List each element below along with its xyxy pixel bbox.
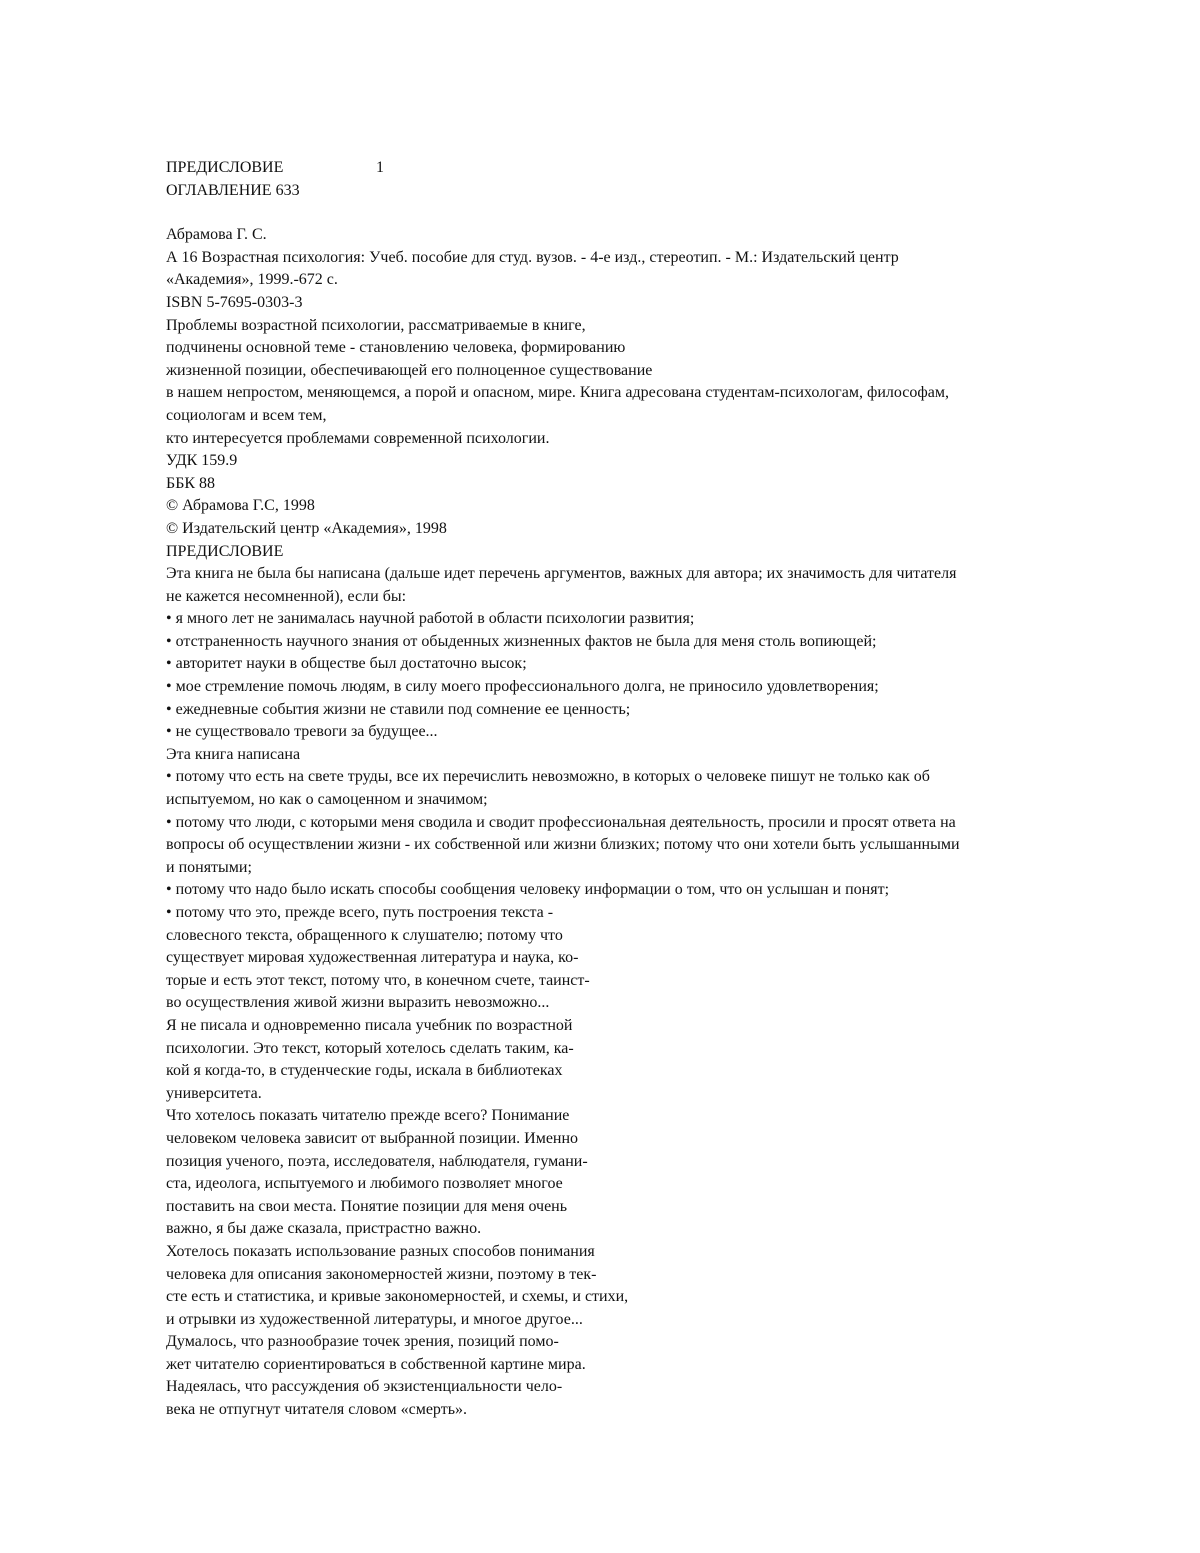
- toc-preface-title: ПРЕДИСЛОВИЕ: [166, 157, 376, 180]
- text-line: кой я когда-то, в студенческие годы, искала в библиотеках: [166, 1060, 1156, 1083]
- text-line: во осуществления живой жизни выразить невозможно...: [166, 992, 1156, 1015]
- text-line: Надеялась, что рассуждения об экзистенциальности чело-: [166, 1376, 1156, 1399]
- text-line: Думалось, что разнообразие точек зрения, позиций помо-: [166, 1331, 1156, 1354]
- toc-contents: ОГЛАВЛЕНИЕ 633: [166, 180, 1156, 203]
- text-line: Я не писала и одновременно писала учебник по возрастной: [166, 1015, 1156, 1038]
- text-line: жет читателю сориентироваться в собственной картине мира.: [166, 1354, 1156, 1377]
- text-line: • потому что надо было искать способы сообщения человеку информации о том, что он услышан и понят;: [166, 879, 1156, 902]
- text-line: • мое стремление помочь людям, в силу моего профессионального долга, не приносило удовлетворения;: [166, 676, 1156, 699]
- toc-preface-page: 1: [376, 157, 384, 180]
- spacer: [166, 202, 1156, 224]
- text-line: А 16 Возрастная психология: Учеб. пособие для студ. вузов. - 4-е изд., стереотип. - М.: Издательский центр: [166, 247, 1156, 270]
- text-line: Эта книга не была бы написана (дальше идет перечень аргументов, важных для автора; их значимость для читателя: [166, 563, 1156, 586]
- text-line: века не отпугнут читателя словом «смерть».: [166, 1399, 1156, 1422]
- text-line: Проблемы возрастной психологии, рассматриваемые в книге,: [166, 315, 1156, 338]
- text-line: в нашем непростом, меняющемся, а порой и опасном, мире. Книга адресована студентам-психологам, философам,: [166, 382, 1156, 405]
- text-line: © Издательский центр «Академия», 1998: [166, 518, 1156, 541]
- text-line: позиция ученого, поэта, исследователя, наблюдателя, гумани-: [166, 1151, 1156, 1174]
- document-page: [166, 157, 1156, 1422]
- text-line: УДК 159.9: [166, 450, 1156, 473]
- text-line: • потому что люди, с которыми меня сводила и сводит профессиональная деятельность, просили и просят ответа на: [166, 812, 1156, 835]
- text-line: ББК 88: [166, 473, 1156, 496]
- text-line: поставить на свои места. Понятие позиции для меня очень: [166, 1196, 1156, 1219]
- document-body: [166, 224, 1156, 1421]
- text-line: • отстраненность научного знания от обыденных жизненных фактов не была для меня столь вопиющей;: [166, 631, 1156, 654]
- text-line: испытуемом, но как о самоценном и значимом;: [166, 789, 1156, 812]
- text-line: словесного текста, обращенного к слушателю; потому что: [166, 925, 1156, 948]
- text-line: кто интересуется проблемами современной психологии.: [166, 428, 1156, 451]
- text-line: жизненной позиции, обеспечивающей его полноценное существование: [166, 360, 1156, 383]
- text-line: © Абрамова Г.С, 1998: [166, 495, 1156, 518]
- toc-preface-row: [166, 157, 1156, 180]
- text-line: • авторитет науки в обществе был достаточно высок;: [166, 653, 1156, 676]
- text-line: Что хотелось показать читателю прежде всего? Понимание: [166, 1105, 1156, 1128]
- text-line: ISBN 5-7695-0303-3: [166, 292, 1156, 315]
- text-line: человеком человека зависит от выбранной позиции. Именно: [166, 1128, 1156, 1151]
- text-line: «Академия», 1999.-672 с.: [166, 269, 1156, 292]
- text-line: университета.: [166, 1083, 1156, 1106]
- text-line: сте есть и статистика, и кривые закономерностей, и схемы, и стихи,: [166, 1286, 1156, 1309]
- text-line: подчинены основной теме - становлению человека, формированию: [166, 337, 1156, 360]
- text-line: Абрамова Г. С.: [166, 224, 1156, 247]
- text-line: ста, идеолога, испытуемого и любимого позволяет многое: [166, 1173, 1156, 1196]
- text-line: • потому что есть на свете труды, все их перечислить невозможно, в которых о человеке пишут не только как об: [166, 766, 1156, 789]
- text-line: торые и есть этот текст, потому что, в конечном счете, таинст-: [166, 970, 1156, 993]
- text-line: социологам и всем тем,: [166, 405, 1156, 428]
- text-line: существует мировая художественная литература и наука, ко-: [166, 947, 1156, 970]
- text-line: важно, я бы даже сказала, пристрастно важно.: [166, 1218, 1156, 1241]
- text-line: • потому что это, прежде всего, путь построения текста -: [166, 902, 1156, 925]
- text-line: и понятыми;: [166, 857, 1156, 880]
- text-line: Хотелось показать использование разных способов понимания: [166, 1241, 1156, 1264]
- text-line: не кажется несомненной), если бы:: [166, 586, 1156, 609]
- text-line: ПРЕДИСЛОВИЕ: [166, 541, 1156, 564]
- text-line: и отрывки из художественной литературы, и многое другое...: [166, 1309, 1156, 1332]
- text-line: человека для описания закономерностей жизни, поэтому в тек-: [166, 1264, 1156, 1287]
- text-line: психологии. Это текст, который хотелось сделать таким, ка-: [166, 1038, 1156, 1061]
- text-line: • я много лет не занималась научной работой в области психологии развития;: [166, 608, 1156, 631]
- text-line: вопросы об осуществлении жизни - их собственной или жизни близких; потому что они хотели быть услышанными: [166, 834, 1156, 857]
- text-line: Эта книга написана: [166, 744, 1156, 767]
- text-line: • ежедневные события жизни не ставили под сомнение ее ценность;: [166, 699, 1156, 722]
- text-line: • не существовало тревоги за будущее...: [166, 721, 1156, 744]
